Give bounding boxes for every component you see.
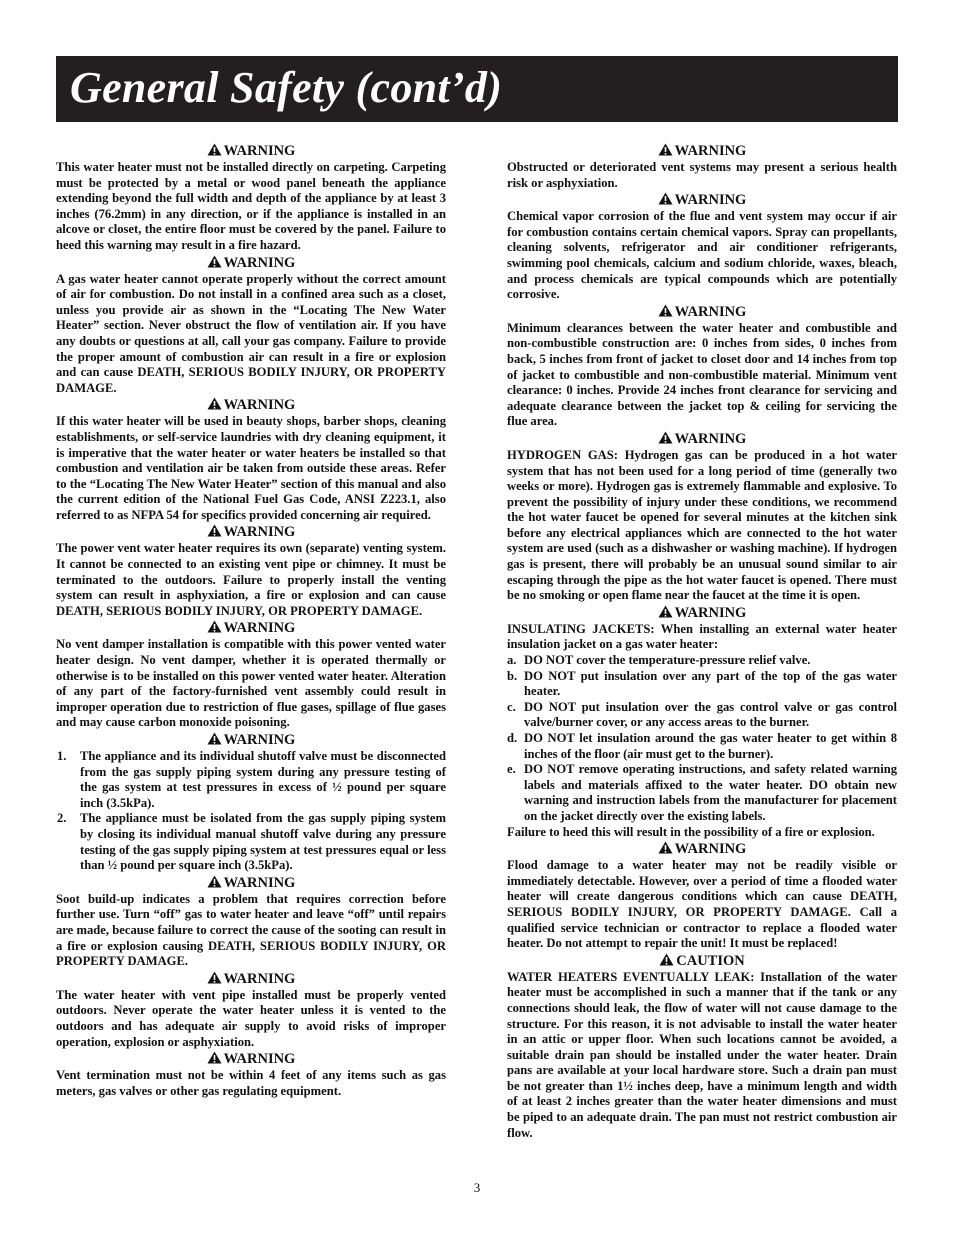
warning-block [56,397,446,523]
list-marker: c. [507,699,516,714]
list-item [507,762,897,824]
list-item-text: DO NOT cover the temperature-pressure relief valve. [524,653,811,668]
heading-label: WARNING [223,620,296,637]
heading-label: WARNING [223,1051,296,1068]
left-column [56,142,446,1099]
warning-triangle-icon [207,255,222,272]
list-item [507,653,897,669]
warning-heading [56,143,446,160]
warning-text: The water heater with vent pipe installed must be properly vented outdoors. Never operate the water heater unless it is vented to the outdoors and has adequate air supply to avoid risks of improper operation, explosion or asphyxiation. [56,987,446,1049]
list-marker: b. [507,668,518,683]
warning-text: WATER HEATERS EVENTUALLY LEAK: Installation of the water heater must be accomplished in such a manner that if the tank or any connections should leak, the flow of water will not cause damage to the structure. For this reason, it is not advisable to install the water heater in an attic or upper floor. When such locations cannot be avoided, a suitable drain pan should be installed under the water heater. Drain pans are available at your local hardware store. Such a drain pan must be not greater than 1½ inches deep, have a minimum length and width of at least 2 inches greater than the water heater dimensions and must be piped to an adequate drain. The pan must not restrict combustion air flow. [507,969,897,1140]
list-item-text: DO NOT let insulation around the gas water heater to get within 8 inches of the floor (air must get to the burner). [524,731,897,761]
list-marker: 2. [57,811,67,826]
caution-block [507,953,897,1142]
warning-block [56,875,446,970]
title-banner [56,56,898,122]
warning-triangle-icon [207,1051,222,1068]
warning-text: If this water heater will be used in beauty shops, barber shops, cleaning establishments, or self-service laundries with dry cleaning equipment, it is imperative that the water heater or water heaters be installed so that combustion and ventilation air be taken from outside these areas. Refer to the “Locating The New Water Heater” section of this manual and also the current edition of the National Fuel Gas Code, ANSI Z223.1, also referred to as NFPA 54 for specifics provided concerning air required. [56,414,446,522]
list-item [56,749,446,811]
warning-block [507,143,897,191]
warning-triangle-icon [207,143,222,160]
warning-text: This water heater must not be installed directly on carpeting. Carpeting must be protected by a metal or wood panel beneath the appliance extending beyond the full width and depth of the appliance by at least 3 inches (76.2mm) in any direction, or if the appliance is installed in an alcove or closet, the entire floor must be covered by the panel. Failure to heed this warning may result in a fire hazard. [56,160,446,252]
warning-text: Minimum clearances between the water heater and combustible and non-combustible construction are: 0 inches from sides, 0 inches from back, 5 inches from front of jacket to closet door and 14 inches from top of jacket to combustible and non-combustible material. Minimum vent clearance: 0 inches. Provide 24 inches front clearance for servicing and adequate clearance between the jacket top & ceiling for servicing the flue area. [507,320,897,429]
warning-heading [56,620,446,637]
warning-list [56,749,446,874]
warning-triangle-icon [658,431,673,448]
heading-label: WARNING [223,254,296,271]
heading-label: WARNING [674,604,747,621]
warning-text: HYDROGEN GAS: Hydrogen gas can be produced in a hot water system that has not been used for a long period of time (generally two weeks or more). Hydrogen gas is extremely flammable and explosive. To prevent the possibility of injury under these conditions, we recommend the hot water faucet be opened for several minutes at the kitchen sink before any electrical appliances which are connected to the hot water system are used (such as a dishwasher or washing machine). If hydrogen gas is present, there will probably be an unusual sound similar to air escaping through the pipe as the hot water faucet is opened. There must be no smoking or open flame near the faucet at the time it is open. [507,447,897,603]
warning-block [56,971,446,1050]
page-title: General Safety (cont’d) [70,63,503,112]
warning-triangle-icon [207,397,222,414]
list-marker: e. [507,762,516,777]
warning-block [56,143,446,254]
warning-text: Chemical vapor corrosion of the flue and vent system may occur if air for combustion contains certain chemical vapors. Spray can propellants, cleaning solvents, refrigerator and air conditioner refrigerants, swimming pool chemicals, calcium and sodium chloride, waxes, bleach, and process chemicals are typical compounds which are potentially corrosive. [507,209,897,302]
heading-label: CAUTION [676,952,745,969]
heading-label: WARNING [223,143,296,159]
warning-heading [56,732,446,749]
warning-text: The power vent water heater requires its own (separate) venting system. It cannot be connected to an existing vent pipe or chimney. It must be terminated to the outdoors. Failure to properly install the venting system can result in asphyxiation, a fire or explosion and can cause DEATH, SERIOUS BODILY INJURY, OR PROPERTY DAMAGE. [56,541,446,618]
warning-triangle-icon [207,524,222,541]
warning-block [56,620,446,731]
heading-label: WARNING [674,192,747,209]
list-marker: d. [507,731,518,745]
list-item-text: The appliance and its individual shutoff valve must be disconnected from the gas supply piping system during any pressure testing of the gas system at test pressures in excess of ½ pound per square inch (3.5kPa). [80,749,446,810]
warning-triangle-icon [658,143,673,160]
warning-block [56,732,446,874]
warning-block [507,431,897,604]
warning-triangle-icon [207,732,222,749]
right-column [507,142,897,1141]
warning-triangle-icon [658,192,673,209]
page-number: 3 [473,1180,481,1195]
list-marker: 1. [57,749,67,763]
list-item-text: The appliance must be isolated from the gas supply piping system by closing its individual manual shutoff valve during any pressure testing of the gas supply piping system at test pressures equal or less than ½ pound per square inch (3.5kPa). [80,811,446,873]
heading-label: WARNING [223,874,296,891]
warning-triangle-icon [658,841,673,858]
heading-label: WARNING [223,970,296,987]
heading-label: WARNING [223,524,296,541]
heading-label: WARNING [674,303,747,320]
warning-heading [56,255,446,272]
heading-label: WARNING [674,841,747,858]
list-item-text: DO NOT put insulation over any part of the top of the gas water heater. [524,668,897,699]
warning-footer: Failure to heed this will result in the possibility of a fire or explosion. [507,824,875,839]
warning-block [56,255,446,397]
warning-heading [56,524,446,541]
list-item [507,700,897,731]
warning-heading [56,397,446,414]
list-item-text: DO NOT remove operating instructions, and safety related warning labels and materials affixed to the water heater. DO obtain new warning and instruction labels from the manufacturer for placement on the jacket directly over the existing labels. [524,762,897,823]
list-item [507,669,897,700]
warning-triangle-icon [659,953,674,970]
list-item-text: DO NOT put insulation over the gas control valve or gas control valve/burner cover, or any access areas to the burner. [524,699,897,730]
warning-heading [507,143,897,160]
heading-label: WARNING [674,143,747,159]
warning-block [56,1051,446,1099]
warning-text: Vent termination must not be within 4 feet of any items such as gas meters, gas valves or other gas regulating equipment. [56,1068,446,1098]
warning-heading [507,304,897,321]
heading-label: WARNING [223,397,296,414]
warning-heading [507,605,897,622]
warning-text: Soot build-up indicates a problem that requires correction before further use. Turn “off” gas to water heater and leave “off” until repairs are made, because failure to correct the cause of the sooting can result in a fire or explosion causing DEATH, SERIOUS BODILY INJURY, OR PROPERTY DAMAGE. [56,891,446,969]
warning-text: A gas water heater cannot operate properly without the correct amount of air for combustion. Do not install in a confined area such as a closet, unless you provide air as shown in the “Locating The New Water Heater” section. Never obstruct the flow of ventilation air. If you have any doubts or questions at all, call your gas company. Failure to provide the proper amount of combustion air can result in a fire or explosion and can cause DEATH, SERIOUS BODILY INJURY, OR PROPERTY DAMAGE. [56,271,446,395]
warning-heading [56,875,446,892]
warning-block [507,841,897,952]
warning-heading [56,1051,446,1068]
warning-triangle-icon [207,620,222,637]
warning-block [507,605,897,840]
warning-block [507,304,897,430]
warning-list [507,653,897,825]
warning-triangle-icon [658,304,673,321]
warning-text: No vent damper installation is compatible with this power vented water heater design. No vent damper, whether it is operated thermally or otherwise is to be installed on this power vented water heater. Alteration of any part of the factory-furnished vent assembly could result in improper operation due to restriction of flue gases, spillage of flue gases and may cause carbon monoxide poisoning. [56,637,446,730]
warning-block [507,192,897,303]
caution-heading [507,953,897,970]
warning-text: Obstructed or deteriorated vent systems may present a serious health risk or asphyxiation. [507,160,897,190]
warning-triangle-icon [207,971,222,988]
warning-heading [507,192,897,209]
warning-block [56,524,446,619]
warning-heading [56,971,446,988]
warning-triangle-icon [658,605,673,622]
warning-heading [507,431,897,448]
heading-label: WARNING [223,732,296,748]
warning-triangle-icon [207,875,222,892]
warning-text: INSULATING JACKETS: When installing an external water heater insulation jacket on a gas water heater: [507,621,897,652]
list-marker: a. [507,653,517,668]
list-item [507,731,897,762]
list-item [56,811,446,873]
heading-label: WARNING [674,430,747,447]
warning-text: Flood damage to a water heater may not be readily visible or immediately detectable. However, over a period of time a flooded water heater will create dangerous conditions which can cause DEATH, SERIOUS BODILY INJURY, OR PROPERTY DAMAGE. Call a qualified service technician or contractor to replace a flooded water heater. Do not attempt to repair the unit! It must be replaced! [507,858,897,951]
warning-heading [507,841,897,858]
